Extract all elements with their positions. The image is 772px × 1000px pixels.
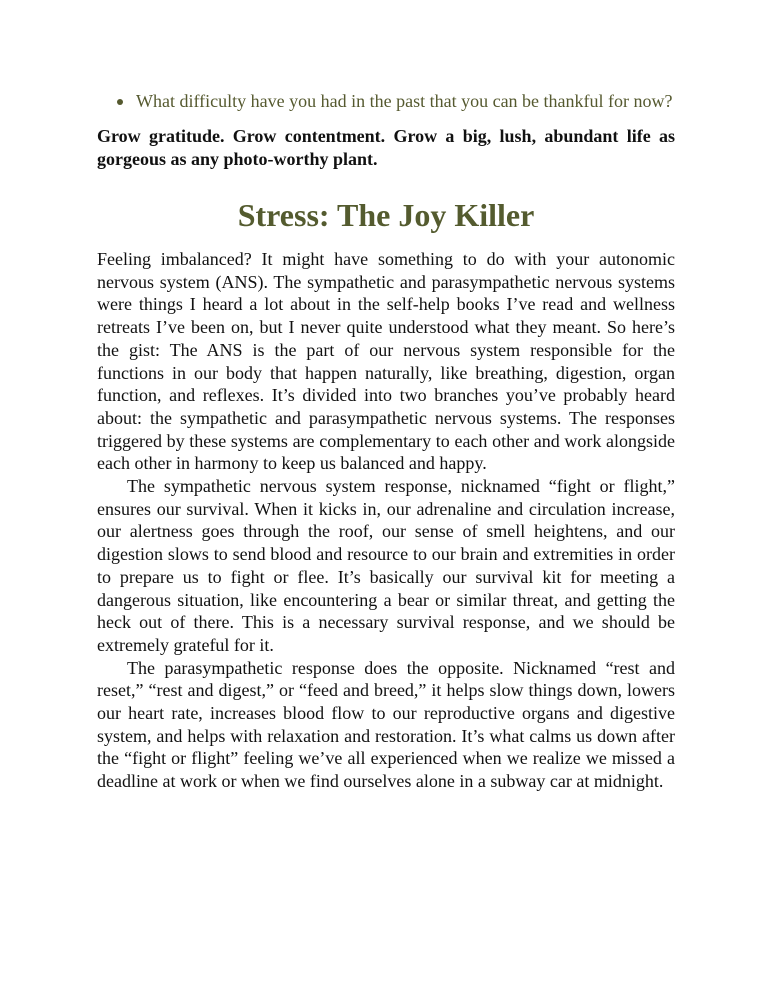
bullet-icon xyxy=(117,99,123,105)
question-list xyxy=(97,90,675,113)
paragraph-sympathetic: The sympathetic nervous system response, nicknamed “fight or flight,” ensures our survival. When it kicks in, our adrenaline and circulation increase, our alertness goes through the roof, our sense of smell heightens, and our digestion slows to send blood and resource to our brain and extremities in order to prepare us to fight or flee. It’s basically our survival kit for meeting a dangerous situation, like encountering a bear or similar threat, and getting the heck out of there. This is a necessary survival response, and we should be extremely grateful for it. xyxy=(97,476,675,655)
paragraph-parasympathetic: The parasympathetic response does the opposite. Nicknamed “rest and reset,” “rest and digest,” or “feed and breed,” it helps slow things down, lowers our heart rate, increases blood flow to our reproductive organs and digestive system, and helps with relaxation and restoration. It’s what calms us down after the “fight or flight” feeling we’ve all experienced when we realize we missed a deadline at work or when we find ourselves alone in a subway car at midnight. xyxy=(97,657,675,792)
document-page xyxy=(97,90,675,793)
list-item xyxy=(97,90,675,113)
paragraph-ans-intro: Feeling imbalanced? It might have something to do with your autonomic nervous system (ANS). The sympathetic and parasympathetic nervous systems were things I heard a lot about in the self-help books I’ve read and wellness retreats I’ve been on, but I never quite understood what they meant. So here’s the gist: The ANS is the part of our nervous system responsible for the functions in our body that happen naturally, like breathing, digestion, organ function, and reflexes. It’s divided into two branches you’ve probably heard about: the sympathetic and parasympathetic nervous systems. The responses triggered by these systems are complementary to each other and work alongside each other in harmony to keep us balanced and happy. xyxy=(97,249,675,474)
list-item-text: What difficulty have you had in the past that you can be thankful for now? xyxy=(136,91,673,111)
section-heading: Stress: The Joy Killer xyxy=(237,197,535,233)
closing-statement: Grow gratitude. Grow contentment. Grow a big, lush, abundant life as gorgeous as any photo-worthy plant. xyxy=(97,126,675,169)
